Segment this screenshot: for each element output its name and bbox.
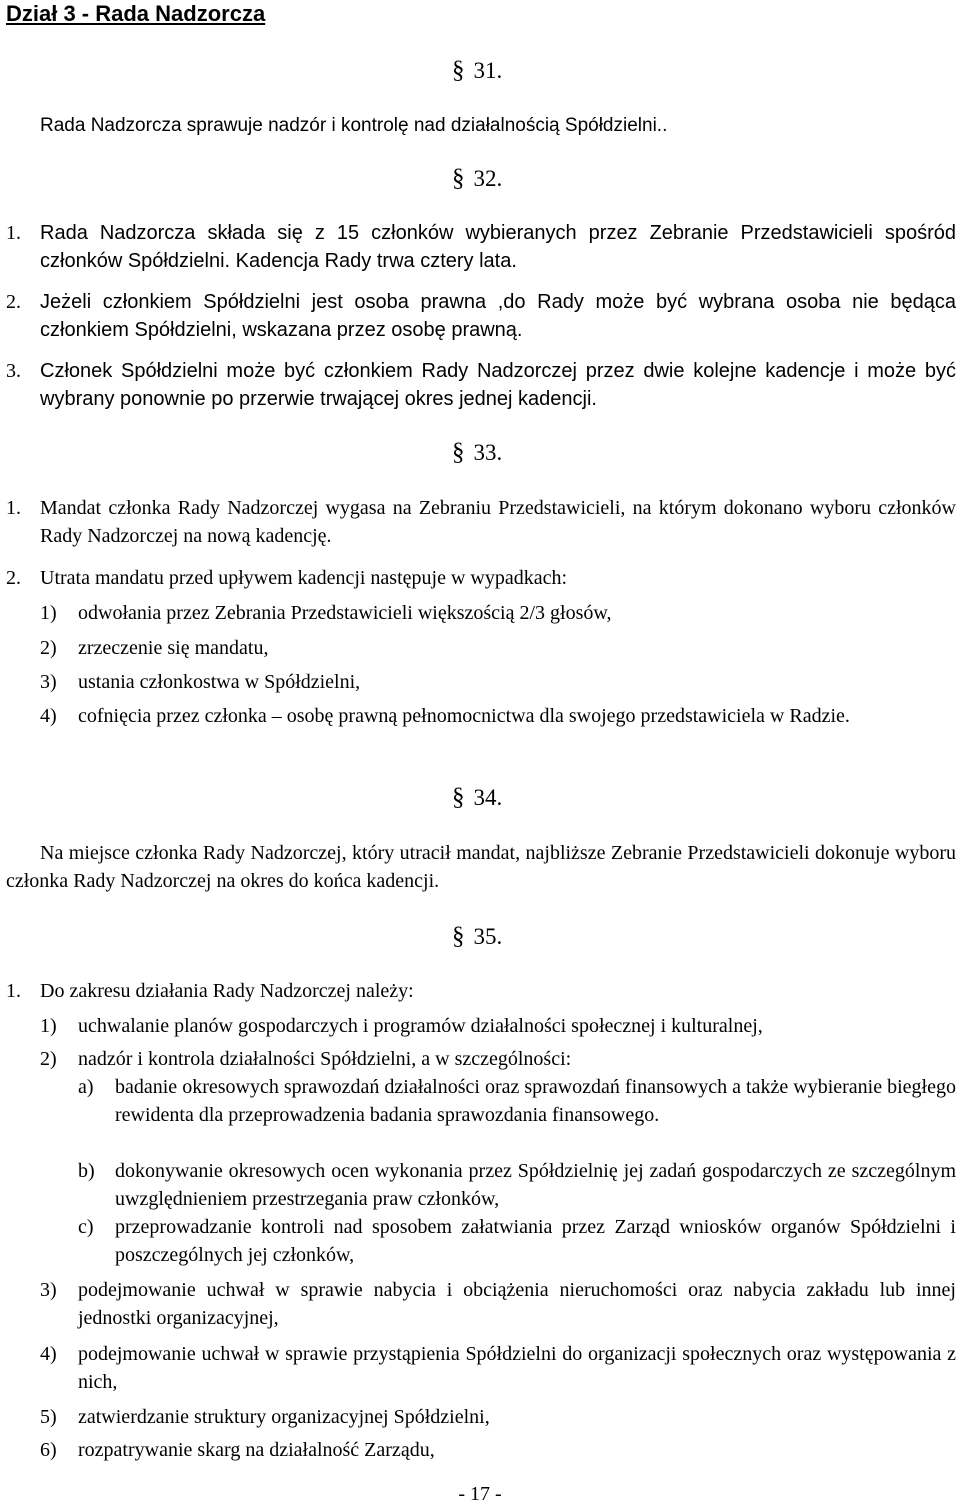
list-item: Do zakresu działania Rady Nadzorczej należy: <box>40 980 414 1002</box>
paragraph-34-heading <box>452 783 542 813</box>
letter-number: c) <box>78 1216 94 1238</box>
list-subitem: rozpatrywanie skarg na działalność Zarządu, <box>78 1439 435 1461</box>
subitem-number: 4) <box>40 705 57 727</box>
paragraph-number: 33. <box>473 440 503 465</box>
subitem-number: 1) <box>40 1015 57 1037</box>
list-subitem: odwołania przez Zebrania Przedstawicieli większością 2/3 głosów, <box>78 602 612 624</box>
item-number: 1. <box>6 497 21 519</box>
list-letter-item: dokonywanie okresowych ocen wykonania przez Spółdzielnię jej zadań gospodarczych ze szczególnym uwzględnieniem przestrzegania praw członków, <box>115 1160 956 1210</box>
paragraph-34-text: Na miejsce członka Rady Nadzorczej, który utracił mandat, najbliższe Zebranie Przedstawicieli dokonuje wyboru członka Rady Nadzorczej na okres do końca kadencji. <box>6 842 956 892</box>
subitem-number: 4) <box>40 1343 57 1365</box>
paragraph-number: 32. <box>473 166 503 191</box>
letter-number: a) <box>78 1076 94 1098</box>
list-subitem: zrzeczenie się mandatu, <box>78 637 269 659</box>
paragraph-number: 35. <box>473 924 503 949</box>
list-item: Mandat członka Rady Nadzorczej wygasa na Zebraniu Przedstawicieli, na którym dokonano wyboru członków Rady Nadzorczej na nową kadencję. <box>40 497 956 547</box>
list-subitem: podejmowanie uchwał w sprawie nabycia i obciążenia nieruchomości oraz nabycia zakładu lub innej jednostki organizacyjnej, <box>78 1279 956 1329</box>
list-item: Utrata mandatu przed upływem kadencji następuje w wypadkach: <box>40 567 568 589</box>
subitem-number: 2) <box>40 637 57 659</box>
paragraph-number: 34. <box>473 785 503 810</box>
subitem-number: 2) <box>40 1048 57 1070</box>
list-subitem: nadzór i kontrola działalności Spółdzielni, a w szczególności: <box>78 1048 572 1070</box>
list-subitem: cofnięcia przez członka – osobę prawną pełnomocnictwa dla swojego przedstawiciela w Radzie. <box>78 705 850 727</box>
list-letter-item: badanie okresowych sprawozdań działalności oraz sprawozdań finansowych a także wybieranie biegłego rewidenta dla przeprowadzenia badania sprawozdania finansowego. <box>115 1076 956 1126</box>
subitem-number: 5) <box>40 1406 57 1428</box>
paragraph-number: 31. <box>473 58 503 83</box>
list-item: Członek Spółdzielni może być członkiem Rady Nadzorczej przez dwie kolejne kadencje i może być wybrany ponownie po przerwie trwającej okres jednej kadencji. <box>40 360 956 410</box>
paragraph-33-heading <box>452 438 542 468</box>
subitem-number: 6) <box>40 1439 57 1461</box>
list-letter-item: przeprowadzanie kontroli nad sposobem załatwiania przez Zarząd wniosków organów Spółdzielni i poszczególnych jej członków, <box>115 1216 956 1266</box>
list-item: Jeżeli członkiem Spółdzielni jest osoba prawna ,do Rady może być wybrana osoba nie będąca członkiem Spółdzielni, wskazana przez osobę prawną. <box>40 291 956 341</box>
paragraph-symbol: § <box>452 923 465 950</box>
item-number: 1. <box>6 980 21 1002</box>
list-subitem: podejmowanie uchwał w sprawie przystąpienia Spółdzielni do organizacji społecznych oraz występowania z nich, <box>78 1343 956 1393</box>
subitem-number: 3) <box>40 671 57 693</box>
letter-number: b) <box>78 1160 95 1182</box>
list-subitem: zatwierdzanie struktury organizacyjnej Spółdzielni, <box>78 1406 490 1428</box>
paragraph-32-heading <box>452 164 542 194</box>
paragraph-symbol: § <box>452 784 465 811</box>
paragraph-symbol: § <box>452 165 465 192</box>
item-number: 2. <box>6 291 21 313</box>
section-title: Dział 3 - Rada Nadzorcza <box>6 1 266 26</box>
subitem-number: 1) <box>40 602 57 624</box>
page-number: - 17 - <box>458 1483 502 1505</box>
paragraph-symbol: § <box>452 57 465 84</box>
subitem-number: 3) <box>40 1279 57 1301</box>
paragraph-symbol: § <box>452 439 465 466</box>
paragraph-35-heading <box>452 922 542 952</box>
list-subitem: ustania członkostwa w Spółdzielni, <box>78 671 361 693</box>
list-item: Rada Nadzorcza składa się z 15 członków wybieranych przez Zebranie Przedstawicieli spośród członków Spółdzielni. Kadencja Rady trwa cztery lata. <box>40 222 956 272</box>
paragraph-31-heading <box>452 56 542 86</box>
item-number: 1. <box>6 222 21 244</box>
paragraph-31-text: Rada Nadzorcza sprawuje nadzór i kontrolę nad działalnością Spółdzielni.. <box>40 115 668 136</box>
item-number: 2. <box>6 567 21 589</box>
item-number: 3. <box>6 360 21 382</box>
list-subitem: uchwalanie planów gospodarczych i programów działalności społecznej i kulturalnej, <box>78 1015 763 1037</box>
